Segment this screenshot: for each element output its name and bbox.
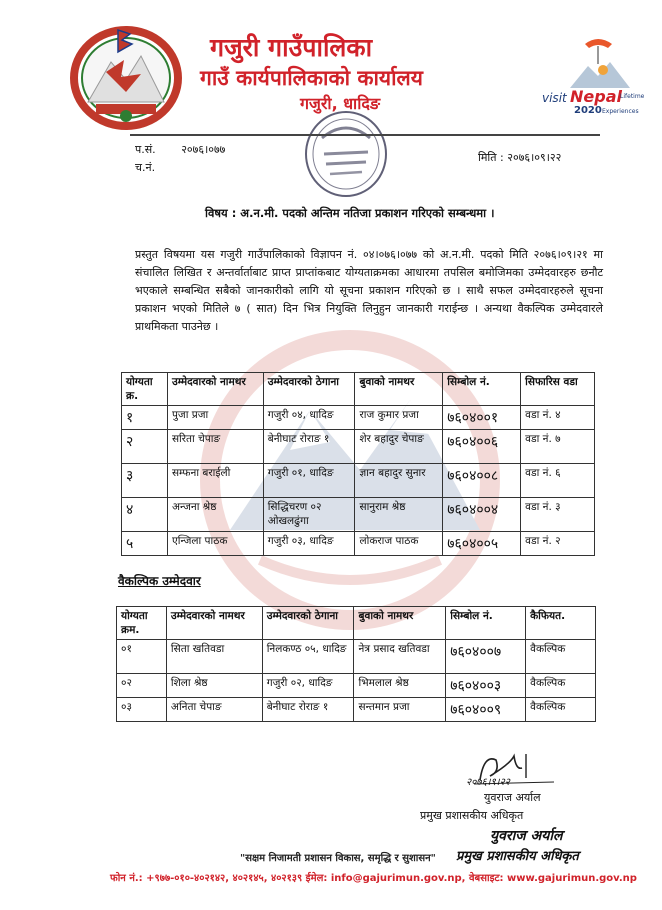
signatory-name: युवराज अर्याल xyxy=(484,791,541,804)
visit-nepal-logo xyxy=(540,36,650,116)
header-cell: सिफारिस वडा xyxy=(521,373,595,406)
office-title: गाउँ कार्यपालिकाको कार्यालय xyxy=(200,66,423,90)
name-cell: सरिता चेपाङ xyxy=(167,430,263,464)
remark-cell: वैकल्पिक xyxy=(526,674,596,698)
table-row xyxy=(117,698,596,722)
father-cell: शेर बहादुर चेपाङ xyxy=(355,430,443,464)
address-cell: गजुरी ०२, धादिङ xyxy=(262,674,354,698)
father-cell: ज्ञान बहादुर सुनार xyxy=(355,464,443,498)
ward-cell: वडा नं. ३ xyxy=(521,498,595,532)
ps-value: २०७६।०७७ xyxy=(181,143,226,156)
father-cell: नेत्र प्रसाद खतिवडा xyxy=(354,640,446,674)
header-cell: सिम्बोल नं. xyxy=(446,607,526,640)
alternate-header-row xyxy=(117,607,596,640)
symbol-cell: ७६०४००४ xyxy=(443,498,521,532)
subject-line: विषय : अ.न.मी. पदको अन्तिम नतिजा प्रकाशन गरिएको सम्बन्धमा । xyxy=(205,206,495,220)
ward-cell: वडा नं. ६ xyxy=(521,464,595,498)
svg-text:Experiences: Experiences xyxy=(602,108,639,115)
name-cell: सिता खतिवडा xyxy=(166,640,262,674)
address-cell: निलकण्ठ ०५, धादिङ xyxy=(262,640,354,674)
body-paragraph: प्रस्तुत विषयमा यस गजुरी गाउँपालिकाको विज्ञापन नं. ०४।०७६।०७७ को अ.न.मी. पदको मिति २०७६।०९।२१ मा संचालित लिखित र अन्तर्वार्ताबाट प्राप्त प्राप्तांकबाट योग्यताक्रमका आधारमा तपसिल बमोजिमका उम्मेदवारहरु छनौट भएकाले सम्बन्धित सबैको जानकारीको लागि यो सूचना प्रकाशन गरिएको छ । साथै सफल उम्मेदवारहरुले सूचना प्रकाशन भएको मितिले ७ ( सात) दिन भित्र नियुक्ति लिनुहुन जानकारी गराईन्छ । अन्यथा वैकल्पिक उम्मेदवारले प्राथमिकता पाउनेछ । xyxy=(135,248,603,333)
symbol-cell: ७६०४००७ xyxy=(446,640,526,674)
svg-text:2020: 2020 xyxy=(574,105,602,116)
rank-cell: ०३ xyxy=(117,698,167,722)
ward-cell: वडा नं. ७ xyxy=(521,430,595,464)
header-cell: योग्यता क्र. xyxy=(122,373,168,406)
name-cell: पुजा प्रजा xyxy=(167,406,263,430)
table-row xyxy=(122,498,595,532)
date-value: २०७६।०९।२२ xyxy=(507,151,562,164)
table-row xyxy=(117,640,596,674)
address-cell: गजुरी ०३, धादिङ xyxy=(263,532,355,556)
header-cell: उम्मेदवारको नामथर xyxy=(167,373,263,406)
cn-label: च.नं. xyxy=(135,161,156,174)
address-cell: सिद्धिचरण ०२ ओखलढुंगा xyxy=(263,498,355,532)
office-location: गजुरी, धादिङ xyxy=(300,94,381,113)
motto-line: "सक्षम निजामती प्रशासन विकास, समृद्धि र सुशासन" xyxy=(240,853,436,864)
symbol-cell: ७६०४००८ xyxy=(443,464,521,498)
remark-cell: वैकल्पिक xyxy=(526,640,596,674)
header-divider xyxy=(130,134,600,136)
contact-footer: फोन नं.: +९७७-०१०-४०२१४२, ४०२१४५, ४०२१३९ ईमेल: info@gajurimun.gov.np, वेबसाइट: www.gajurimun.gov.np xyxy=(110,873,637,884)
header-cell: सिम्बोल नं. xyxy=(443,373,521,406)
father-cell: लोकराज पाठक xyxy=(355,532,443,556)
header-cell: उम्मेदवारको नामथर xyxy=(166,607,262,640)
alternate-table xyxy=(116,606,596,722)
date-line xyxy=(478,150,561,165)
father-cell: राज कुमार प्रजा xyxy=(355,406,443,430)
signatory-role: प्रमुख प्रशासकीय अधिकृत xyxy=(420,809,524,822)
address-cell: बेनीघाट रोराङ १ xyxy=(263,430,355,464)
address-cell: गजुरी ०१, धादिङ xyxy=(263,464,355,498)
header-cell: उम्मेदवारको ठेगाना xyxy=(263,373,355,406)
address-cell: गजुरी ०४, धादिङ xyxy=(263,406,355,430)
header-cell: बुवाको नामथर xyxy=(355,373,443,406)
name-cell: एन्जिला पाठक xyxy=(167,532,263,556)
svg-text:visit: visit xyxy=(542,91,567,105)
name-cell: अनिता चेपाङ xyxy=(166,698,262,722)
rank-cell: ०२ xyxy=(117,674,167,698)
address-cell: बेनीघाट रोराङ १ xyxy=(262,698,354,722)
header-cell: उम्मेदवारको ठेगाना xyxy=(262,607,354,640)
ward-cell: वडा नं. २ xyxy=(521,532,595,556)
name-stamp: युवराज अर्याल xyxy=(490,828,563,844)
svg-text:Lifetime: Lifetime xyxy=(620,93,645,100)
rank-cell: ५ xyxy=(122,532,168,556)
rank-cell: १ xyxy=(122,406,168,430)
results-table xyxy=(121,372,595,556)
rank-cell: २ xyxy=(122,430,168,464)
date-label: मिति : xyxy=(478,151,504,164)
ps-line xyxy=(135,142,225,157)
alternate-candidates-title: वैकल्पिक उम्मेदवार xyxy=(118,574,201,588)
header-cell: बुवाको नामथर xyxy=(354,607,446,640)
header-cell: कैफियत. xyxy=(526,607,596,640)
rank-cell: ०१ xyxy=(117,640,167,674)
symbol-cell: ७६०४००९ xyxy=(446,698,526,722)
role-stamp: प्रमुख प्रशासकीय अधिकृत xyxy=(456,849,579,864)
ward-cell: वडा नं. ४ xyxy=(521,406,595,430)
results-header-row xyxy=(122,373,595,406)
symbol-cell: ७६०४००१ xyxy=(443,406,521,430)
table-row xyxy=(122,464,595,498)
rank-cell: ४ xyxy=(122,498,168,532)
table-row xyxy=(122,406,595,430)
symbol-cell: ७६०४००३ xyxy=(446,674,526,698)
name-cell: सम्फना बराईली xyxy=(167,464,263,498)
rank-cell: ३ xyxy=(122,464,168,498)
remark-cell: वैकल्पिक xyxy=(526,698,596,722)
nepal-emblem-logo xyxy=(66,22,186,130)
symbol-cell: ७६०४००६ xyxy=(443,430,521,464)
signature-date: २०७६।९।२२ xyxy=(466,777,510,788)
table-row xyxy=(117,674,596,698)
header-cell: योग्यता क्रम. xyxy=(117,607,167,640)
table-row xyxy=(122,430,595,464)
office-stamp xyxy=(300,108,392,200)
svg-text:Nepal: Nepal xyxy=(570,87,622,106)
father-cell: सन्तमान प्रजा xyxy=(354,698,446,722)
ps-label: प.सं. xyxy=(135,143,156,156)
father-cell: भिमलाल श्रेष्ठ xyxy=(354,674,446,698)
table-row xyxy=(122,532,595,556)
father-cell: सानुराम श्रेष्ठ xyxy=(355,498,443,532)
name-cell: शिला श्रेष्ठ xyxy=(166,674,262,698)
symbol-cell: ७६०४००५ xyxy=(443,532,521,556)
municipality-title: गजुरी गाउँपालिका xyxy=(210,33,373,62)
name-cell: अन्जना श्रेष्ठ xyxy=(167,498,263,532)
